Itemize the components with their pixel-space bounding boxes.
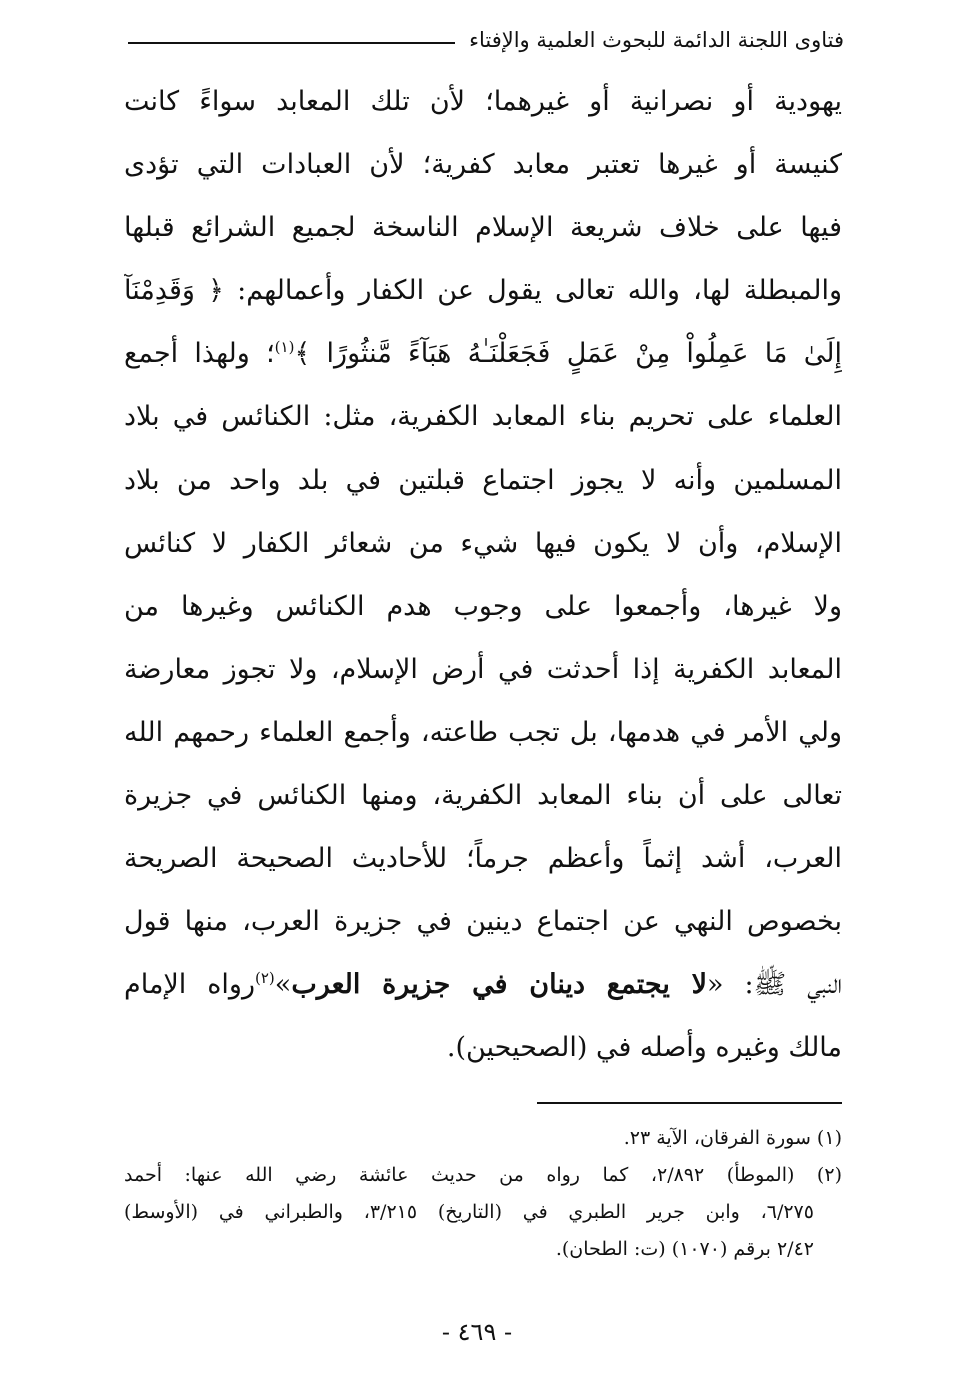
text-fragment: رواه الإمام [124, 969, 255, 1001]
footnote-1: (١) سورة الفرقان، الآية ٢٣. [623, 1127, 842, 1149]
text-fragment: النبي ﷺ: « [707, 969, 842, 1001]
footnote-separator [537, 1102, 842, 1104]
quran-verse: إِلَىٰ مَا عَمِلُواْ مِنْ عَمَلٍ فَجَعَلْنَـٰهُ هَبَآءً مَّنثُورًا ﴾ [294, 338, 842, 370]
text-line: والمبطلة لها، والله تعالى يقول عن الكفار وأعمالهم: ﴿ وَقَدِمْنَآ [124, 275, 842, 307]
hadith-quote: لا يجتمع دينان في جزيرة العرب [291, 969, 708, 1001]
text-line-hadith [124, 953, 842, 1016]
page-number: - ٤٦٩ - [441, 1318, 513, 1346]
running-header [128, 22, 844, 58]
text-line: ولا غيرها، وأجمعوا على وجوب هدم الكنائس وغيرها من [124, 590, 842, 622]
footnote-2-continued: ٢/٤٢ برقم (١٠٧٠) (ت: الطحان). [555, 1238, 814, 1260]
text-fragment: ؛ ولهذا أجمع [124, 338, 275, 370]
footnote-marker: (٢) [255, 969, 275, 988]
book-title: فتاوى اللجنة الدائمة للبحوث العلمية والإفتاء [469, 28, 844, 52]
text-line: ولي الأمر في هدمها، بل تجب طاعته، وأجمع العلماء رحمهم الله [124, 716, 842, 748]
text-line: كنيسة أو غيرها تعتبر معابد كفرية؛ لأن العبادات التي تؤدى [124, 149, 842, 181]
header-rule [128, 42, 455, 44]
text-line: فيها على خلاف شريعة الإسلام الناسخة لجميع الشرائع قبلها [124, 212, 842, 244]
footnotes [124, 1120, 842, 1268]
text-fragment: » [274, 969, 292, 1001]
footnote-2-continued: ٦/٢٧٥، وابن جرير الطبري في (التاريخ) ٣/٢١٥، والطبراني في (الأوسط) [124, 1201, 814, 1223]
text-line: المعابد الكفرية إذا أحدثت في أرض الإسلام، ولا تجوز معارضة [124, 653, 842, 685]
text-line: يهودية أو نصرانية أو غيرهما؛ لأن تلك المعابد سواءً كانت [124, 86, 842, 117]
footnote-2: (٢) (الموطأ) ٢/٨٩٢، كما رواه من حديث عائشة رضي الله عنها: أحمد [124, 1164, 842, 1186]
text-line: العلماء على تحريم بناء المعابد الكفرية، مثل: الكنائس في بلاد [124, 401, 842, 433]
text-line: تعالى على أن بناء المعابد الكفرية، ومنها الكنائس في جزيرة [124, 780, 842, 812]
text-line: بخصوص النهي عن اجتماع دينين في جزيرة العرب، منها قول [124, 906, 842, 938]
text-line: مالك وغيره وأصله في (الصحيحين). [446, 1032, 842, 1064]
text-line-quran [124, 322, 842, 385]
main-text [124, 70, 842, 1080]
footnote-marker: (١) [274, 338, 295, 357]
text-line: الإسلام، وأن لا يكون فيها شيء من شعائر الكفار لا كنائس [124, 527, 842, 559]
text-line: المسلمين وأنه لا يجوز اجتماع قبلتين في بلد واحد من بلاد [124, 464, 842, 496]
text-line: العرب، أشد إثماً وأعظم جرماً؛ للأحاديث الصحيحة الصريحة [124, 843, 842, 875]
